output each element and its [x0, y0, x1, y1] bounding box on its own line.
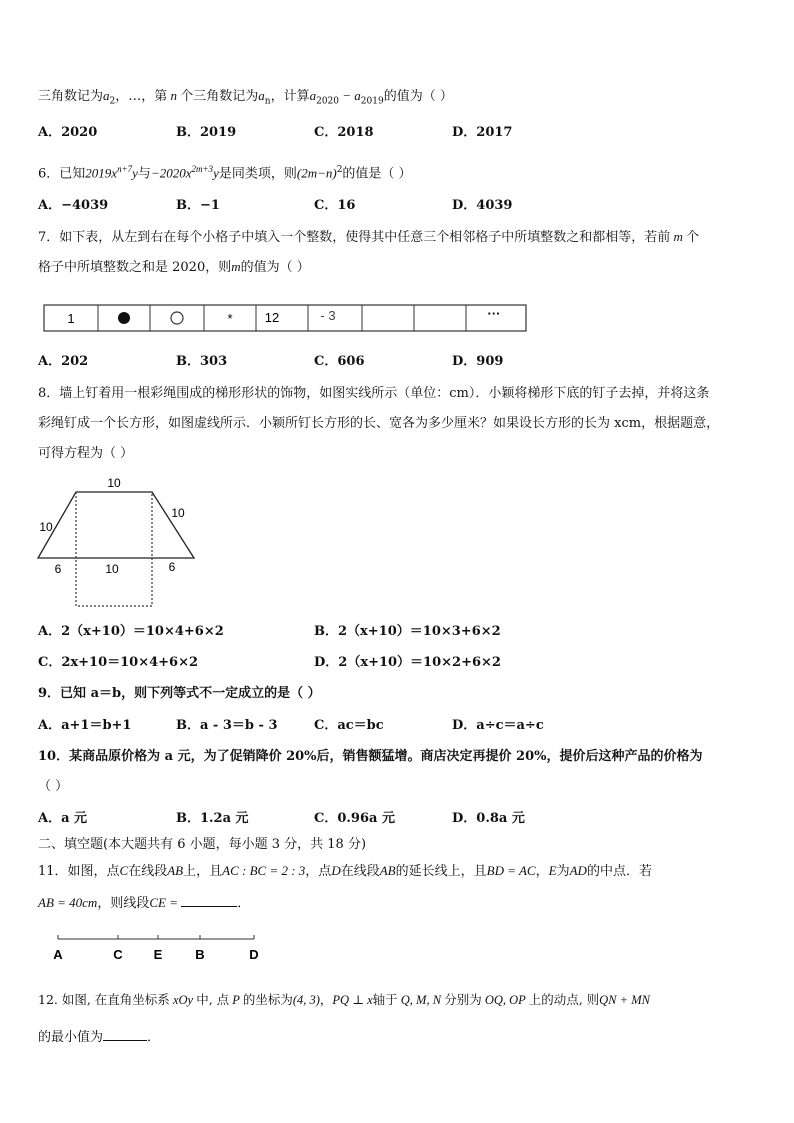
q11-answer-blank[interactable]	[181, 894, 237, 907]
q11-stem-line2: AB = 40cm，则线段CE = ．	[38, 895, 251, 911]
label-left-side: 10	[39, 520, 53, 534]
q8-stem-line1: 8．墙上钉着用一根彩绳围成的梯形形状的饰物，如图实线所示（单位：cm）．小颖将梯形下底的钉子去掉，并将这条	[38, 386, 710, 401]
q8-option-d[interactable]: D．2（x+10）＝10×2+6×2	[314, 655, 501, 670]
q9-stem: 9．已知 a＝b，则下列等式不一定成立的是（ ）	[38, 686, 321, 701]
q7-stem-line2: 格子中所填整数之和是 2020，则m的值为（ ）	[38, 259, 310, 275]
q10-stem-line2: （ ）	[38, 779, 69, 794]
q8-stem-line2: 彩绳钉成一个长方形，如图虚线所示．小颖所钉长方形的长、宽各为多少厘米？如果设长方形的长为 xcm，根据题意，	[38, 416, 720, 431]
point-d: D	[249, 947, 259, 962]
q10-stem-line1: 10．某商品原价格为 a 元，为了促销降价 20%后，销售额猛增。商店决定再提价 20%，提价后这种产品的价格为	[38, 749, 703, 764]
q8-option-a[interactable]: A．2（x+10）＝10×4+6×2	[38, 624, 224, 639]
q7-stem-line1: 7．如下表，从左到右在每个小格子中填入一个整数，使得其中任意三个相邻格子中所填整数之和都相等，若前 m 个	[38, 229, 700, 245]
q12-answer-blank[interactable]	[103, 1028, 147, 1041]
q7-option-c[interactable]: C．606	[314, 354, 365, 369]
q8-stem-line3: 可得方程为（ ）	[38, 446, 134, 461]
point-c: C	[113, 947, 123, 962]
q10-option-a[interactable]: A．a 元	[38, 811, 88, 826]
grid-cell-filled-dot	[118, 312, 130, 324]
q6-option-a[interactable]: A．−4039	[38, 198, 109, 213]
q6-stem: 6．已知$2019x^{n+7}y$与$-2020x^{2m+3}y$是同类项，则$(2m-n)^2$的值是（ ）	[38, 164, 412, 182]
q7-option-b[interactable]: B．303	[176, 354, 228, 369]
q11-segment-figure	[40, 928, 280, 968]
point-e: E	[153, 947, 163, 962]
q9-option-d[interactable]: D．a÷c＝a÷c	[452, 718, 544, 733]
q6-option-c[interactable]: C．16	[314, 198, 356, 213]
q7-option-d[interactable]: D．909	[452, 354, 504, 369]
q7-number-grid	[42, 293, 530, 337]
q5-option-b[interactable]: B．2019	[176, 125, 237, 140]
q10-option-c[interactable]: C．0.96a 元	[314, 811, 395, 826]
point-b: B	[195, 947, 205, 962]
q10-option-d[interactable]: D．0.8a 元	[452, 811, 525, 826]
grid-cell-ellipsis: ···	[487, 306, 501, 321]
q5-stem: 三角数记为$a_2$，…，第 n 个三角数记为$a_n$，计算$a_{2020} - a_{2019}$的值为（ ）	[38, 88, 453, 107]
q11-stem-line1: 11．如图，点C在线段AB上，且AC : BC = 2 : 3，点D在线段AB的延长线上，且BD = AC，E为AD的中点．若	[38, 863, 652, 879]
grid-cell-hollow-circle	[171, 312, 183, 324]
grid-cell-star: *	[227, 311, 233, 326]
q10-option-b[interactable]: B．1.2a 元	[176, 811, 249, 826]
q12-stem-line2: 的最小值为 ．	[38, 1030, 161, 1045]
q5-option-d[interactable]: D．2017	[452, 125, 513, 140]
grid-cell-12: 12	[264, 310, 280, 325]
point-a: A	[53, 947, 63, 962]
q8-trapezoid-figure	[30, 470, 230, 612]
label-top: 10	[107, 476, 121, 490]
section-heading-fill-blank: 二、填空题(本大题共有 6 小题，每小题 3 分，共 18 分)	[38, 837, 367, 852]
q8-option-b[interactable]: B．2（x+10）＝10×3+6×2	[314, 624, 501, 639]
grid-cell-minus3: - 3	[320, 308, 336, 323]
q5-option-c[interactable]: C．2018	[314, 125, 374, 140]
q9-option-c[interactable]: C．ac＝bc	[314, 718, 384, 733]
q6-option-d[interactable]: D．4039	[452, 198, 513, 213]
q7-option-a[interactable]: A．202	[38, 354, 89, 369]
q9-option-b[interactable]: B．a - 3＝b - 3	[176, 718, 278, 733]
label-bottom-left: 6	[54, 562, 62, 576]
label-right-side: 10	[171, 506, 185, 520]
label-bottom-mid: 10	[105, 562, 119, 576]
q9-option-a[interactable]: A．a+1＝b+1	[38, 718, 132, 733]
label-bottom-right: 6	[168, 560, 176, 574]
q5-option-a[interactable]: A．2020	[38, 125, 98, 140]
q12-stem-line1: 12. 如图, 在直角坐标系 xOy 中, 点 P 的坐标为(4, 3)，PQ ⊥ x轴于 Q, M, N 分别为 OQ, OP 上的动点, 则QN + MN	[38, 992, 650, 1007]
q8-option-c[interactable]: C．2x+10＝10×4+6×2	[38, 655, 199, 670]
q6-option-b[interactable]: B．−1	[176, 198, 220, 213]
grid-cell-1: 1	[67, 311, 75, 326]
